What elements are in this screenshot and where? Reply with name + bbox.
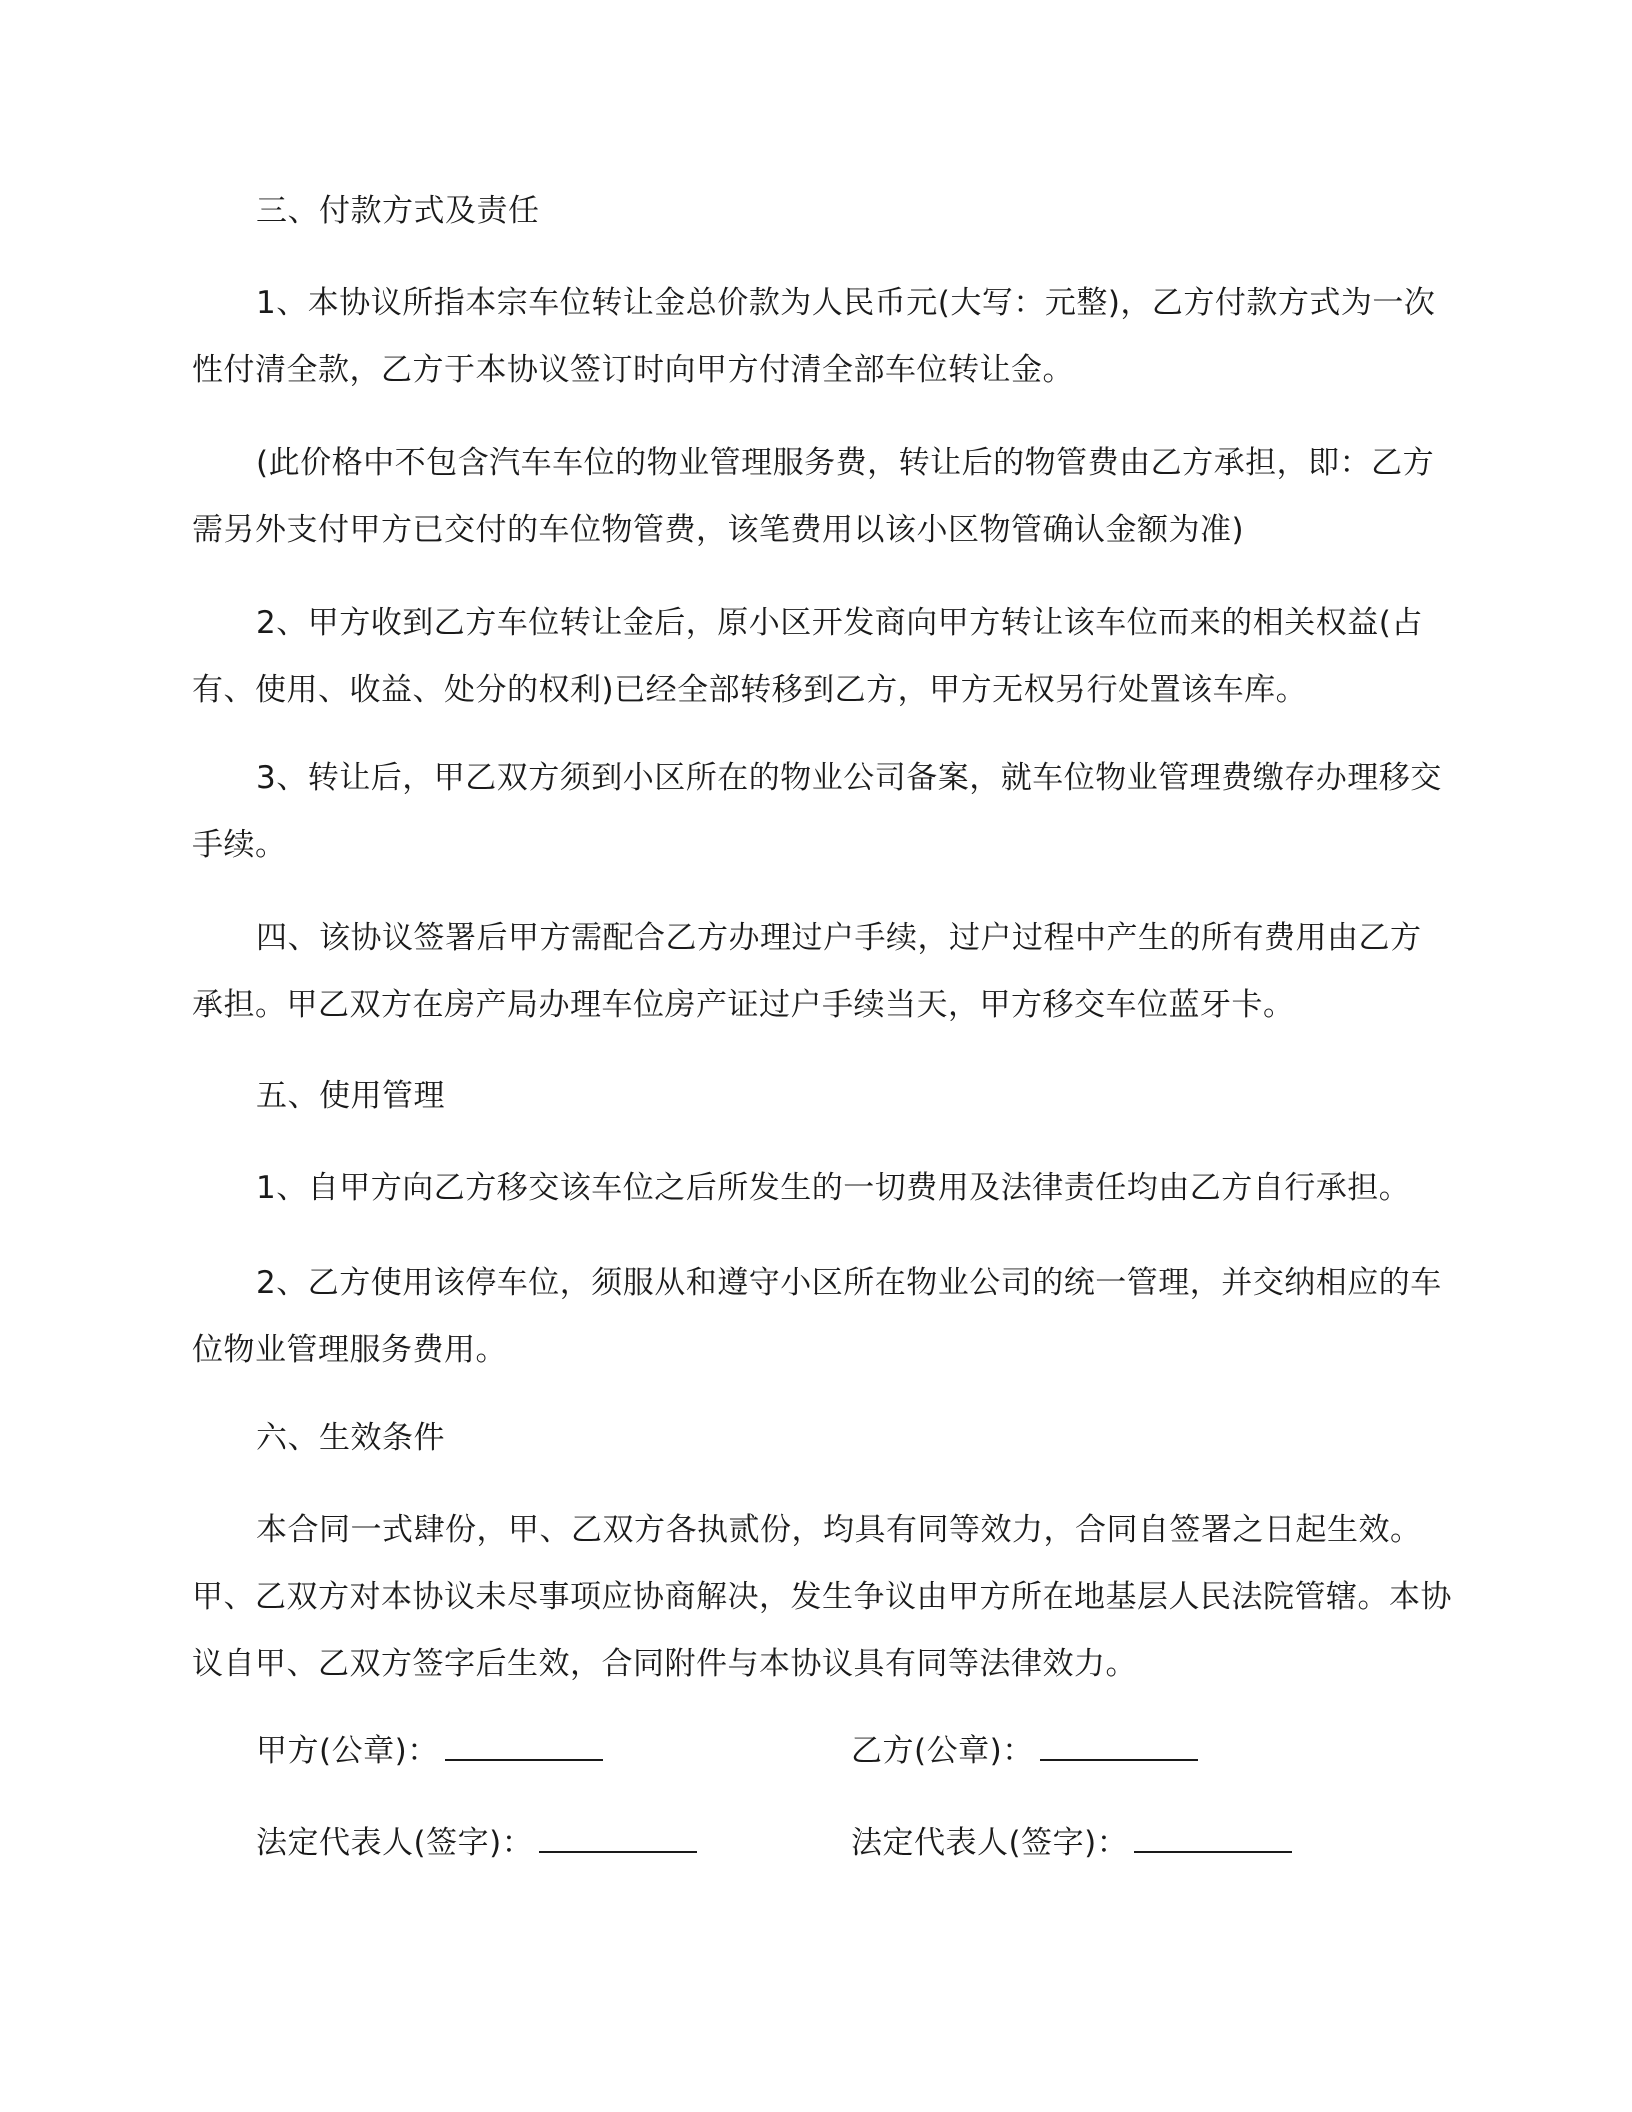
party-b-seal-blank[interactable] <box>1040 1731 1198 1761</box>
party-a-seal-blank[interactable] <box>445 1731 603 1761</box>
section-3-clause-2: 2、甲方收到乙方车位转让金后，原小区开发商向甲方转让该车位而来的相关权益(占有、使用、收益、处分的权利)已经全部转移到乙方，甲方无权另行处置该车库。 <box>192 605 1423 708</box>
party-b-seal-label: 乙方(公章)： <box>851 1733 1034 1769</box>
section-3-clause-3: 3、转让后，甲乙双方须到小区所在的物业公司备案，就车位物业管理费缴存办理移交手续。 <box>192 760 1442 863</box>
section-6-paragraph: 本合同一式肆份，甲、乙双方各执贰份，均具有同等效力，合同自签署之日起生效。甲、乙双方对本协议未尽事项应协商解决，发生争议由甲方所在地基层人民法院管辖。本协议自甲、乙双方签字后生效，合同附件与本协议具有同等法律效力。 <box>192 1512 1452 1682</box>
section-4-paragraph: 四、该协议签署后甲方需配合乙方办理过户手续，过户过程中产生的所有费用由乙方承担。甲乙双方在房产局办理车位房产证过户手续当天，甲方移交车位蓝牙卡。 <box>192 920 1422 1023</box>
section-5-clause-2: 2、乙方使用该停车位，须服从和遵守小区所在物业公司的统一管理，并交纳相应的车位物业管理服务费用。 <box>192 1265 1442 1368</box>
party-b-rep-label: 法定代表人(签字)： <box>851 1825 1129 1861</box>
party-b-seal-line <box>851 1718 1198 1785</box>
section-6-heading: 六、生效条件 <box>256 1420 445 1456</box>
section-3-heading: 三、付款方式及责任 <box>256 193 540 229</box>
party-a-seal-line <box>256 1718 603 1785</box>
section-3-price-note: (此价格中不包含汽车车位的物业管理服务费，转让后的物管费由乙方承担，即：乙方需另外支付甲方已交付的车位物管费，该笔费用以该小区物管确认金额为准) <box>192 445 1435 548</box>
party-b-rep-blank[interactable] <box>1134 1823 1292 1853</box>
section-3-clause-1: 1、本协议所指本宗车位转让金总价款为人民币元(大写：元整)，乙方付款方式为一次性付清全款，乙方于本协议签订时向甲方付清全部车位转让金。 <box>192 285 1436 388</box>
party-b-rep-line <box>851 1810 1292 1877</box>
party-a-rep-label: 法定代表人(签字)： <box>256 1825 534 1861</box>
party-a-rep-blank[interactable] <box>539 1823 697 1853</box>
party-a-seal-label: 甲方(公章)： <box>256 1733 439 1769</box>
party-a-rep-line <box>256 1810 697 1877</box>
section-5-heading: 五、使用管理 <box>256 1078 445 1114</box>
section-5-clause-1: 1、自甲方向乙方移交该车位之后所发生的一切费用及法律责任均由乙方自行承担。 <box>256 1170 1411 1206</box>
